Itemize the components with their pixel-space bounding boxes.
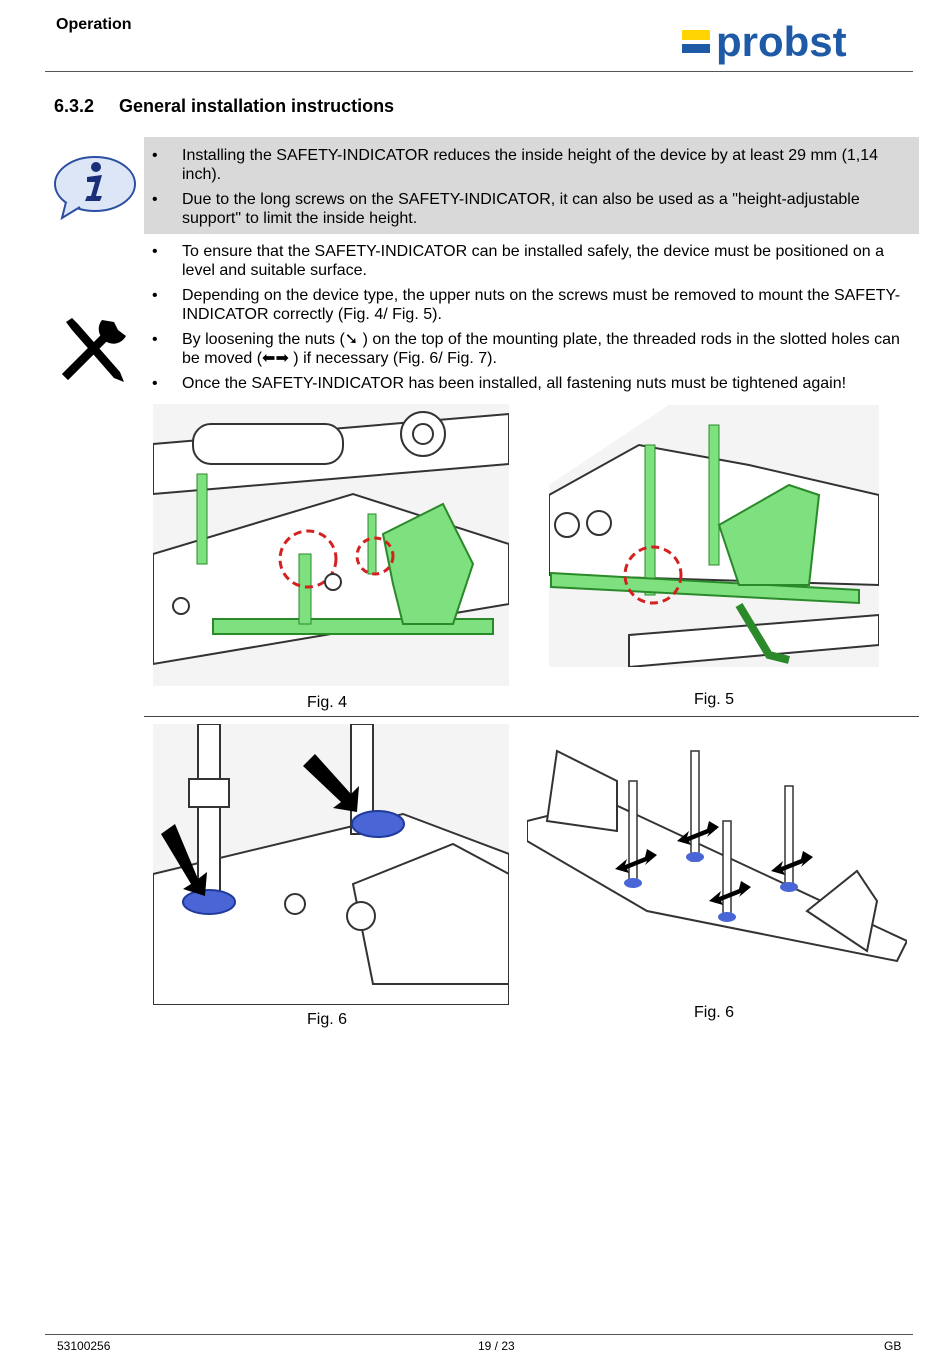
section-title: General installation instructions xyxy=(119,96,395,116)
info-note-list xyxy=(144,146,914,234)
installation-step: • Once the SAFETY-INDICATOR has been installed, all fastening nuts must be tightened again! xyxy=(144,374,914,393)
header-section-title: Operation xyxy=(56,16,132,33)
installation-steps-list xyxy=(144,242,914,399)
header-divider xyxy=(45,71,913,72)
section-number: 6.3.2 xyxy=(54,96,95,116)
footer-doc-number: 53100256 xyxy=(57,1339,111,1353)
figure-5-caption: Fig. 5 xyxy=(694,691,735,708)
logo-blue-bar xyxy=(682,44,710,53)
figure-6-right-caption: Fig. 6 xyxy=(694,1004,735,1021)
info-speech-bubble-icon xyxy=(52,154,138,220)
info-note-item: • Installing the SAFETY-INDICATOR reduces the inside height of the device by at least 29 mm (1,14 inch). xyxy=(144,146,914,184)
installation-step: • Depending on the device type, the upper nuts on the screws must be removed to mount the SAFETY-INDICATOR correctly (Fig. 4/ Fig. 5). xyxy=(144,286,914,324)
installation-step: • To ensure that the SAFETY-INDICATOR can be installed safely, the device must be positioned on a level and suitable surface. xyxy=(144,242,914,280)
figure-6-right-illustration xyxy=(527,741,907,993)
figure-6-left-illustration xyxy=(153,724,509,1005)
section-heading xyxy=(54,96,394,117)
figure-divider xyxy=(144,716,919,717)
footer-page-number: 19 / 23 xyxy=(478,1339,515,1353)
figure-5-illustration xyxy=(549,405,879,667)
logo-yellow-bar xyxy=(682,30,710,40)
footer-language: GB xyxy=(884,1339,902,1353)
installation-step: • By loosening the nuts (➘ ) on the top of the mounting plate, the threaded rods in the slotted holes can be moved (⬅➡ ) if necessary (Fig. 6/ Fig. 7). xyxy=(144,330,914,368)
figure-6-left-caption: Fig. 6 xyxy=(307,1011,348,1028)
figure-4-caption: Fig. 4 xyxy=(307,694,348,711)
probst-logo xyxy=(680,20,905,68)
footer-divider xyxy=(45,1334,913,1335)
info-note-item: • Due to the long screws on the SAFETY-INDICATOR, it can also be used as a "height-adjustable support" to limit the inside height. xyxy=(144,190,914,228)
svg-text:probst: probst xyxy=(716,20,847,65)
figure-4-illustration xyxy=(153,404,509,686)
wrench-screwdriver-icon xyxy=(58,316,130,386)
